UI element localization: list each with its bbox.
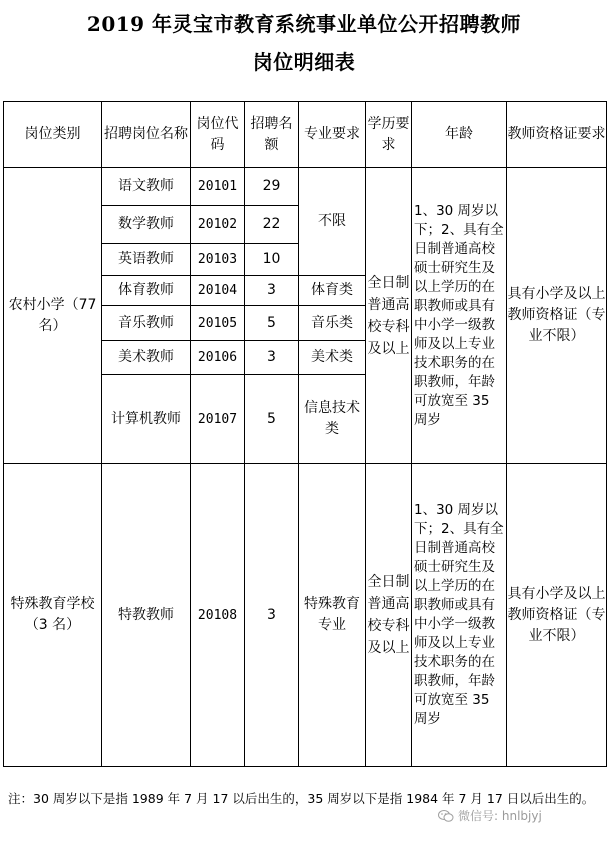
count-cell: 5 (245, 306, 299, 341)
count-cell: 3 (245, 276, 299, 306)
code-cell: 20107 (191, 375, 245, 464)
position-cell: 英语教师 (102, 244, 191, 276)
header-row (4, 102, 607, 168)
qualification-cell: 具有小学及以上教师资格证（专业不限） (507, 168, 607, 464)
wechat-icon (438, 809, 454, 823)
age-cell: 1、30 周岁以下；2、具有全日制普通高校硕士研究生及以上学历的在职教师或具有中小学一级教师及以上专业技术职务的在职教师，年龄可放宽至 35 周岁 (412, 464, 507, 767)
education-cell: 全日制普通高校专科及以上 (366, 464, 412, 767)
positions-table (3, 101, 607, 767)
category-cell: 特殊教育学校（3 名） (4, 464, 102, 767)
watermark-text: 微信号: hnlbjyj (458, 809, 542, 823)
count-cell: 22 (245, 206, 299, 244)
header-category: 岗位类别 (4, 102, 102, 168)
qualification-cell: 具有小学及以上教师资格证（专业不限） (507, 464, 607, 767)
major-cell: 音乐类 (299, 306, 366, 341)
footnote: 注：30 周岁以下是指 1989 年 7 月 17 以后出生的，35 周岁以下是指 1984 年 7 月 17 日以后出生的。 (8, 791, 595, 806)
major-cell: 体育类 (299, 276, 366, 306)
position-cell: 体育教师 (102, 276, 191, 306)
count-cell: 3 (245, 464, 299, 767)
major-cell: 美术类 (299, 341, 366, 375)
major-cell: 信息技术类 (299, 375, 366, 464)
position-cell: 音乐教师 (102, 306, 191, 341)
count-cell: 29 (245, 168, 299, 206)
table-row (4, 168, 607, 206)
code-cell: 20105 (191, 306, 245, 341)
position-cell: 数学教师 (102, 206, 191, 244)
education-cell: 全日制普通高校专科及以上 (366, 168, 412, 464)
code-cell: 20103 (191, 244, 245, 276)
code-cell: 20108 (191, 464, 245, 767)
header-code: 岗位代码 (191, 102, 245, 168)
category-cell: 农村小学（77 名） (4, 168, 102, 464)
code-cell: 20104 (191, 276, 245, 306)
code-cell: 20106 (191, 341, 245, 375)
header-count: 招聘名额 (245, 102, 299, 168)
count-cell: 10 (245, 244, 299, 276)
age-cell: 1、30 周岁以下；2、具有全日制普通高校硕士研究生及以上学历的在职教师或具有中小学一级教师及以上专业技术职务的在职教师，年龄可放宽至 35 周岁 (412, 168, 507, 464)
header-age: 年龄 (412, 102, 507, 168)
watermark (438, 807, 542, 824)
major-cell: 特殊教育专业 (299, 464, 366, 767)
code-cell: 20102 (191, 206, 245, 244)
position-cell: 计算机教师 (102, 375, 191, 464)
page-title: 2019 年灵宝市教育系统事业单位公开招聘教师 (86, 12, 522, 36)
count-cell: 3 (245, 341, 299, 375)
table-row (4, 464, 607, 767)
header-major: 专业要求 (299, 102, 366, 168)
position-cell: 美术教师 (102, 341, 191, 375)
page-subtitle: 岗位明细表 (252, 50, 356, 74)
count-cell: 5 (245, 375, 299, 464)
position-cell: 特教教师 (102, 464, 191, 767)
header-education: 学历要求 (366, 102, 412, 168)
major-cell: 不限 (299, 168, 366, 276)
header-qualification: 教师资格证要求 (507, 102, 607, 168)
header-position: 招聘岗位名称 (102, 102, 191, 168)
position-cell: 语文教师 (102, 168, 191, 206)
code-cell: 20101 (191, 168, 245, 206)
